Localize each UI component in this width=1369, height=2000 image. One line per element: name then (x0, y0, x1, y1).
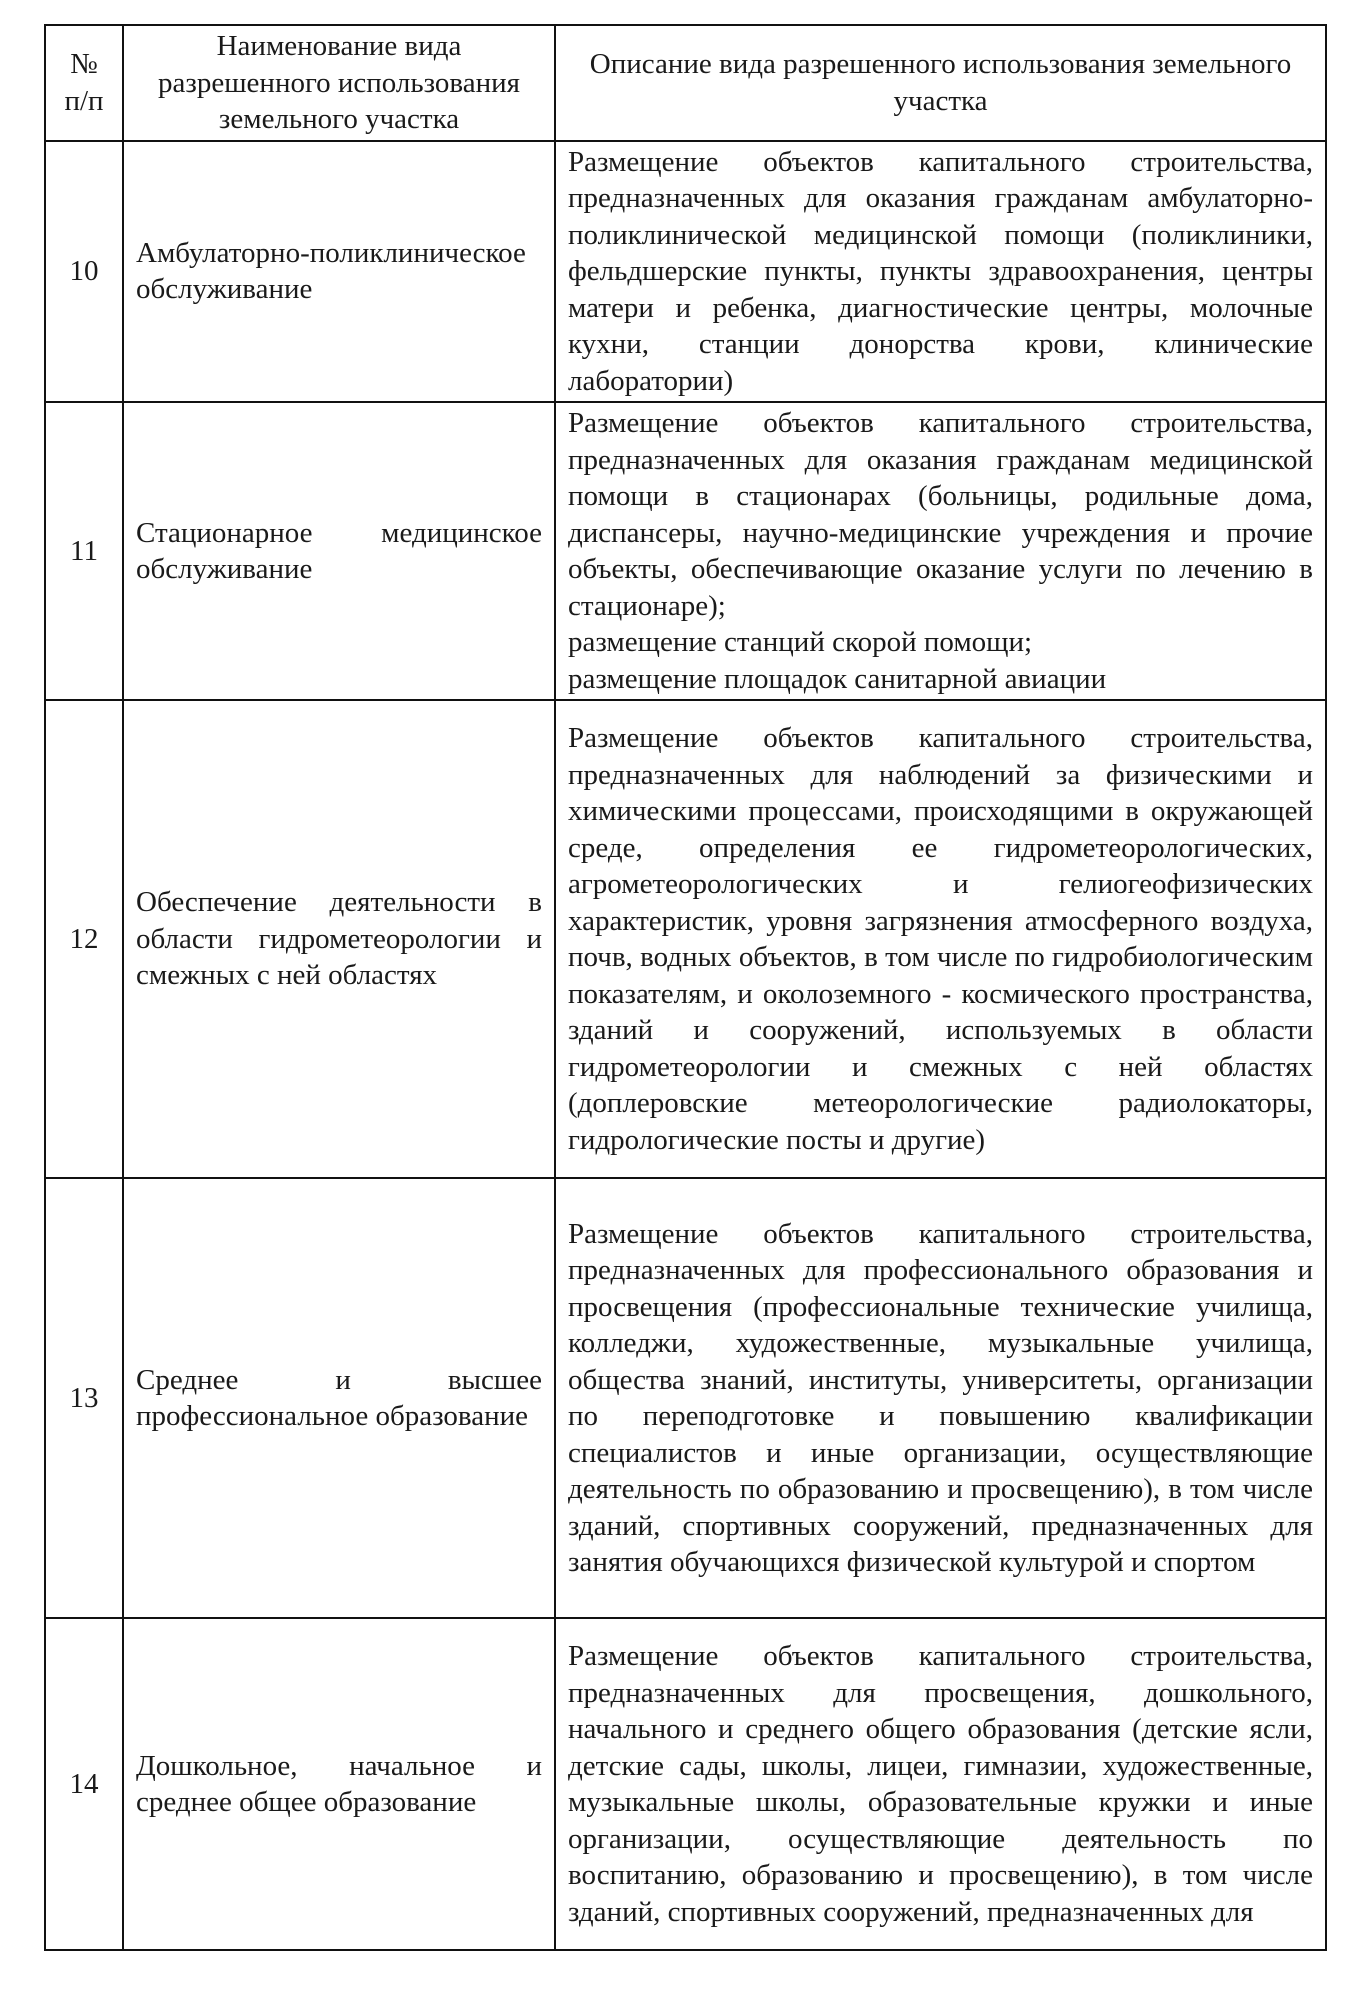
table-row (45, 141, 1326, 403)
table-header-row (45, 25, 1326, 141)
use-type-name: Амбулаторно-поликлиническое обслуживание (123, 141, 555, 403)
use-type-name: Среднее и высшее профессиональное образование (123, 1178, 555, 1618)
row-number: 10 (45, 141, 123, 403)
description-paragraph: размещение площадок санитарной авиации (568, 662, 1107, 695)
description-paragraph: Размещение объектов капитального строительства, предназначенных для оказания гражданам медицинской помощи в стационарах (больницы, родильные дома, диспансеры, научно-медицинские учреждения и прочие объекты, обеспечивающие оказание услуги по лечению в стационаре); (568, 407, 1313, 622)
use-type-description (555, 1618, 1326, 1950)
use-type-description (555, 1178, 1326, 1618)
use-type-name: Стационарное медицинское обслуживание (123, 402, 555, 700)
description-paragraph: Размещение объектов капитального строительства, предназначенных для оказания гражданам амбулаторно-поликлинической медицинской помощи (поликлиники, фельдшерские пункты, пункты здравоохранения, центры матери и ребенка, диагностические центры, молочные кухни, станции донорства крови, клинические лаборатории) (568, 145, 1313, 397)
row-number: 12 (45, 700, 123, 1178)
description-paragraph: Размещение объектов капитального строительства, предназначенных для наблюдений за физическими и химическими процессами, происходящими в окружающей среде, определения ее гидрометеорологических, агрометеорологических и гелиогеофизических характеристик, уровня загрязнения атмосферного воздуха, почв, водных объектов, в том числе по гидробиологическим показателям, и околоземного - космического пространства, зданий и сооружений, используемых в области гидрометеорологии и смежных с ней областях (доплеровские метеорологические радиолокаторы, гидрологические посты и другие) (568, 722, 1313, 1156)
use-type-name: Дошкольное, начальное и среднее общее образование (123, 1618, 555, 1950)
description-paragraph: Размещение объектов капитального строительства, предназначенных для просвещения, дошкольного, начального и среднего общего образования (детские ясли, детские сады, школы, лицеи, гимназии, художественные, музыкальные школы, образовательные кружки и иные организации, осуществляющие деятельность по воспитанию, образованию и просвещению), в том числе зданий, спортивных сооружений, предназначенных для (568, 1640, 1313, 1928)
description-paragraph: Размещение объектов капитального строительства, предназначенных для профессионального образования и просвещения (профессиональные технические училища, колледжи, художественные, музыкальные училища, общества знаний, институты, университеты, организации по переподготовке и повышению квалификации специалистов и иные организации, осуществляющие деятельность по образованию и просвещению), в том числе зданий, спортивных сооружений, предназначенных для занятия обучающихся физической культурой и спортом (568, 1217, 1313, 1578)
table-row (45, 700, 1326, 1178)
table-row (45, 1178, 1326, 1618)
header-use-type-description: Описание вида разрешенного использования земельного участка (555, 25, 1326, 141)
row-number: 13 (45, 1178, 123, 1618)
use-type-description (555, 402, 1326, 700)
row-number: 11 (45, 402, 123, 700)
table-row (45, 1618, 1326, 1950)
row-number: 14 (45, 1618, 123, 1950)
use-type-name: Обеспечение деятельности в области гидрометеорологии и смежных с ней областях (123, 700, 555, 1178)
land-use-table (44, 24, 1327, 1951)
header-number: № п/п (45, 25, 123, 141)
description-paragraph: размещение станций скорой помощи; (568, 626, 1033, 658)
use-type-description (555, 700, 1326, 1178)
header-use-type-name: Наименование вида разрешенного использования земельного участка (123, 25, 555, 141)
table-row (45, 402, 1326, 700)
use-type-description (555, 141, 1326, 403)
